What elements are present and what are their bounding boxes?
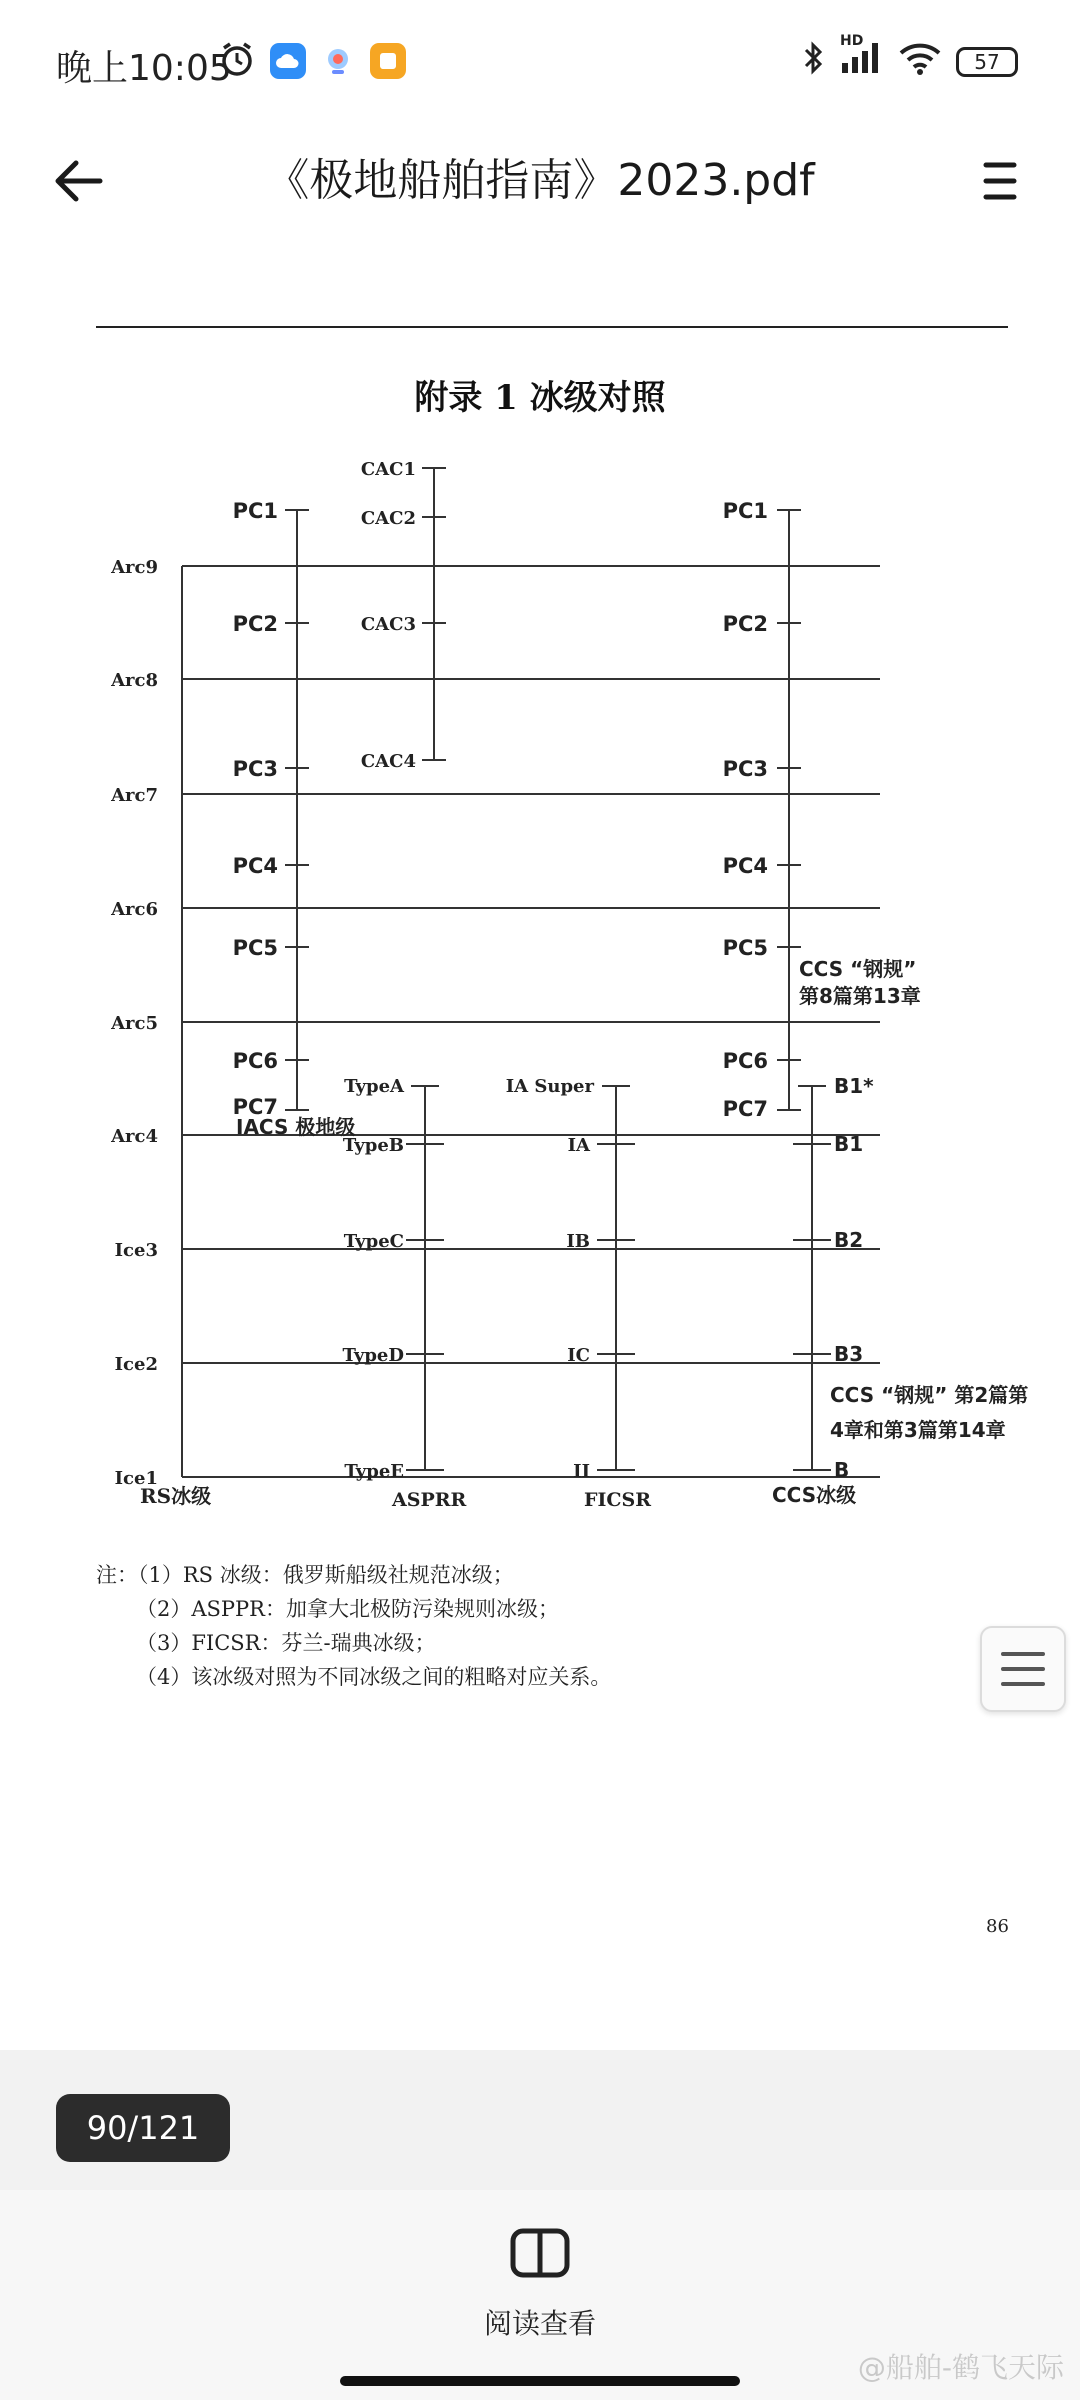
note-1: 注：（1）RS 冰级：俄罗斯船级社规范冰级； — [96, 1563, 514, 1587]
rs-column-label: RS冰级 — [140, 1484, 212, 1508]
rs-level-arc5: Arc5 — [111, 1013, 158, 1034]
page-counter: 90/121 — [56, 2094, 230, 2162]
asprr-column-label: ASPRR — [392, 1489, 467, 1511]
ccs-b-note-line2: 4章和第3篇第14章 — [830, 1418, 1006, 1442]
ccs-pc-note-line1: CCS “钢规” — [799, 957, 917, 981]
menu-button[interactable] — [960, 146, 1040, 216]
rs-level-ice2: Ice2 — [114, 1354, 158, 1375]
read-view-button[interactable]: 阅读查看 — [483, 2307, 596, 2340]
notes-app-icon — [370, 43, 406, 79]
asprr-level-a: TypeA — [344, 1076, 404, 1097]
iacs-level-pc4: PC4 — [232, 854, 278, 878]
system-icons — [802, 33, 1018, 83]
iacs-level-pc7: PC7 — [232, 1095, 278, 1119]
rs-level-ice3: Ice3 — [114, 1240, 158, 1261]
rs-level-arc6: Arc6 — [111, 899, 158, 920]
hamburger-icon — [1000, 1649, 1046, 1689]
wifi-icon — [898, 41, 942, 82]
arrow-left-icon — [50, 157, 106, 205]
note-2: （2）ASPPR：加拿大北极防污染规则冰级； — [136, 1597, 559, 1621]
status-time: 晚上10:05 — [56, 48, 232, 89]
menu-icon — [983, 159, 1017, 203]
rs-level-arc9: Arc9 — [111, 557, 158, 578]
cac-level-1: CAC1 — [360, 459, 416, 480]
asprr-level-b: TypeB — [342, 1135, 404, 1156]
ccs-b-level-b1: B1 — [834, 1132, 864, 1156]
asprr-level-d: TypeD — [342, 1345, 404, 1366]
rs-level-arc7: Arc7 — [111, 785, 158, 806]
network-label: HD — [840, 33, 864, 49]
pdf-page[interactable] — [0, 240, 1080, 2050]
ficsr-column-label: FICSR — [584, 1489, 652, 1511]
notification-icons — [218, 40, 406, 82]
cac-level-4: CAC4 — [360, 751, 416, 772]
app-header — [0, 120, 1080, 240]
ficsr-level-ii: II — [573, 1461, 590, 1482]
alarm-icon — [218, 40, 256, 82]
ficsr-level-ia: IA — [567, 1135, 590, 1156]
bottom-toolbar — [0, 2190, 1080, 2400]
note-3: （3）FICSR：芬兰-瑞典冰级； — [136, 1631, 436, 1655]
floating-menu-button[interactable] — [980, 1626, 1066, 1712]
iacs-level-pc5: PC5 — [232, 936, 278, 960]
battery-indicator: 57 — [956, 47, 1018, 77]
ccs-b-level-b2: B2 — [834, 1228, 864, 1252]
ccs-level-pc7: PC7 — [722, 1097, 768, 1121]
note-4: （4）该冰级对照为不同冰级之间的粗略对应关系。 — [136, 1665, 612, 1689]
book-icon[interactable] — [508, 2226, 572, 2282]
iacs-level-pc1: PC1 — [232, 499, 278, 523]
ccs-level-pc5: PC5 — [722, 936, 768, 960]
iacs-level-pc2: PC2 — [232, 612, 278, 636]
iacs-level-pc3: PC3 — [232, 757, 278, 781]
ice-class-diagram — [0, 240, 1080, 1540]
cloud-app-icon — [270, 43, 306, 79]
ccs-b-note-line1: CCS “钢规” 第2篇第 — [830, 1383, 1029, 1407]
ccs-level-pc4: PC4 — [722, 854, 768, 878]
ficsr-level-ib: IB — [566, 1231, 590, 1252]
status-bar — [0, 0, 1080, 120]
signal-icon — [840, 33, 884, 82]
ccs-b-level-b3: B3 — [834, 1342, 864, 1366]
translate-app-icon — [320, 43, 356, 79]
rs-level-arc8: Arc8 — [111, 670, 158, 691]
rs-level-ice1: Ice1 — [114, 1468, 158, 1489]
rs-level-arc4: Arc4 — [111, 1126, 158, 1147]
ccs-level-pc1: PC1 — [722, 499, 768, 523]
ficsr-level-ic: IC — [567, 1345, 590, 1366]
cac-level-3: CAC3 — [360, 614, 416, 635]
bluetooth-icon — [802, 40, 826, 83]
ccs-pc-note-line2: 第8篇第13章 — [799, 984, 921, 1008]
ccs-b-level-b1-star: B1* — [834, 1074, 874, 1098]
ccs-b-column-label: CCS冰级 — [772, 1483, 857, 1507]
back-button[interactable] — [50, 146, 130, 216]
iacs-level-pc6: PC6 — [232, 1049, 278, 1073]
asprr-level-e: TypeE — [344, 1461, 404, 1482]
page-number: 86 — [986, 1916, 1009, 1937]
ccs-level-pc6: PC6 — [722, 1049, 768, 1073]
asprr-level-c: TypeC — [343, 1231, 404, 1252]
ccs-level-pc3: PC3 — [722, 757, 768, 781]
home-indicator[interactable] — [340, 2376, 740, 2386]
footnotes — [96, 1558, 611, 1694]
ccs-level-pc2: PC2 — [722, 612, 768, 636]
cac-level-2: CAC2 — [360, 508, 416, 529]
watermark: @船舶-鹤飞天际 — [857, 2351, 1064, 2384]
appendix-title: 附录 1 冰级对照 — [414, 378, 666, 418]
ficsr-level-ia-super: IA Super — [505, 1076, 594, 1097]
ccs-b-level-b: B — [834, 1458, 850, 1482]
iacs-column-label: IACS 极地级 — [236, 1115, 356, 1139]
document-title: 《极地船舶指南》2023.pdf — [265, 155, 815, 206]
